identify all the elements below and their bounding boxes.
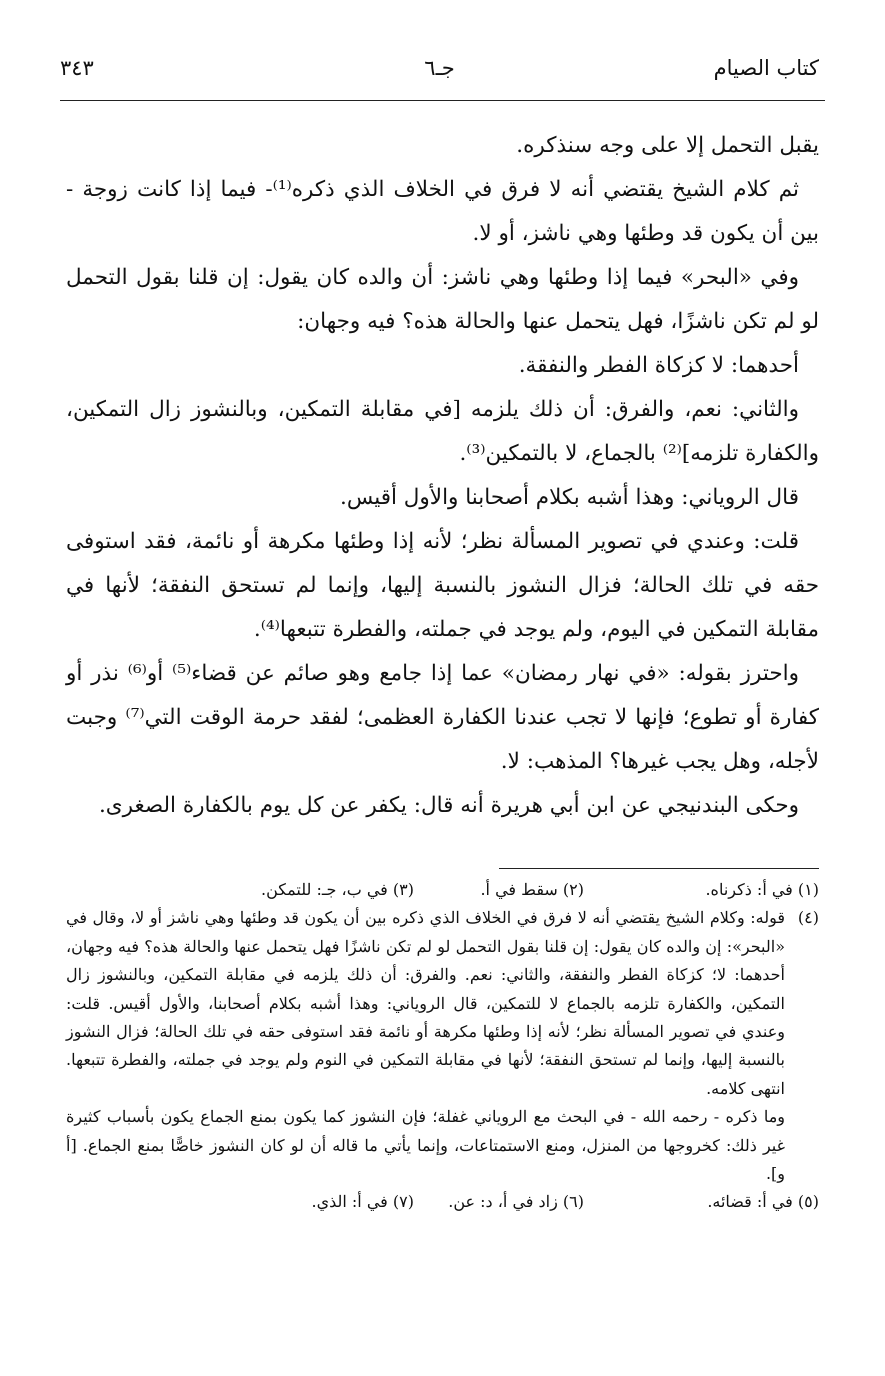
footnote-divider	[499, 868, 819, 869]
paragraph: والثاني: نعم، والفرق: أن ذلك يلزمه [في مقابلة التمكين، وبالنشوز زال التمكين، والكفارة تلزمه]⁽²⁾ بالجماع، لا بالتمكين⁽³⁾.	[66, 397, 819, 466]
footnote-text: قوله: وكلام الشيخ يقتضي أنه لا فرق في الخلاف الذي ذكره بين أن يكون قد وطئها وهي ناشز أو لا، وقال في «البحر»: إن والده كان يقول: إن قلنا بقول التحمل لو لم تكن ناشزًا فهل يتحمل عنها والحالة هذه؟ فيه وجهان، أحدهما: لا؛ كزكاة الفطر والنفقة، والثاني: نعم. والفرق: أن ذلك يلزمه في مقابلة التمكين، وبالنشوز زال التمكين، والكفارة تلزمه بالجماع لا للتمكين، قال الروياني: وهذا أشبه بكلام أصحابنا، والأول أقيس. قلت: وعندي في تصوير المسألة نظر؛ لأنه إذا وطئها مكرهة أو نائمة فقد استوفى حقه في تلك الحالة؛ فزال النشوز بالنسبة إليها، وإنما لم تستحق النفقة؛ لأنها في مقابلة التمكين في النوم ولم يوجد في جملته، والفطرة تتبعها. انتهى كلامه.	[66, 908, 786, 1098]
book-title: كتاب الصيام	[713, 56, 819, 80]
footnote-row	[66, 1188, 819, 1216]
paragraph: قال الروياني: وهذا أشبه بكلام أصحابنا والأول أقيس.	[339, 485, 799, 510]
footnote-number: (٤)	[797, 908, 819, 928]
footnote-6: (٦) زاد في أ، د: عن.	[448, 1192, 584, 1212]
footnote-1: (١) في أ: ذكرناه.	[705, 880, 819, 899]
footnote-4	[66, 904, 819, 1188]
footnote-3: (٣) في ب، جـ: للتمكن.	[261, 880, 414, 899]
paragraph: أحدهما: لا كزكاة الفطر والنفقة.	[518, 353, 799, 378]
paragraph: واحترز بقوله: «في نهار رمضان» عما إذا جامع وهو صائم عن قضاء⁽⁵⁾ أو⁽⁶⁾ نذر أو كفارة أو تطوع؛ فإنها لا تجب عندنا الكفارة العظمى؛ لفقد حرمة الوقت التي⁽⁷⁾ وجبت لأجله، وهل يجب غيرها؟ المذهب: لا.	[66, 661, 819, 774]
paragraph: قلت: وعندي في تصوير المسألة نظر؛ لأنه إذا وطئها مكرهة أو نائمة، فقد استوفى حقه في تلك الحالة؛ فزال النشوز بالنسبة إليها، وإنما لم تستحق النفقة؛ لأنها في مقابلة التمكين في اليوم، ولم يوجد في جملته، والفطرة تتبعها⁽⁴⁾.	[66, 529, 819, 642]
page-number: ٣٤٣	[60, 56, 94, 80]
footnotes	[66, 876, 819, 1217]
paragraph: ثم كلام الشيخ يقتضي أنه لا فرق في الخلاف الذي ذكره⁽¹⁾- فيما إذا كانت زوجة - بين أن يكون قد وطئها وهي ناشز، أو لا.	[66, 177, 819, 246]
footnote-7: (٧) في أ: الذي.	[311, 1192, 414, 1212]
footnote-row	[66, 876, 819, 904]
volume-label: جـ٦	[424, 56, 455, 80]
paragraph: وفي «البحر» فيما إذا وطئها وهي ناشز: أن والده كان يقول: إن قلنا بقول التحمل لو لم تكن ناشزًا، فهل يتحمل عنها والحالة هذه؟ فيه وجهان:	[66, 265, 819, 334]
footnote-2: (٢) سقط في أ.	[480, 880, 584, 899]
main-text	[66, 124, 819, 828]
footnote-5: (٥) في أ: قضائه.	[707, 1192, 819, 1212]
paragraph: وحكى البندنيجي عن ابن أبي هريرة أنه قال: يكفر عن كل يوم بالكفارة الصغرى.	[98, 793, 799, 818]
footnote-text: وما ذكره - رحمه الله - في البحث مع الروياني غفلة؛ فإن النشوز كما يكون بمنع الجماع يكون بأسباب كثيرة غير ذلك: كخروجها من المنزل، ومنع الاستمتاعات، وإنما يأتي ما قاله أن لو كان النشوز خاصًّا بمنع الجماع. [أ و].	[66, 1107, 785, 1184]
header-divider	[60, 100, 825, 101]
running-header	[60, 56, 819, 92]
paragraph: يقبل التحمل إلا على وجه سنذكره.	[516, 133, 819, 158]
